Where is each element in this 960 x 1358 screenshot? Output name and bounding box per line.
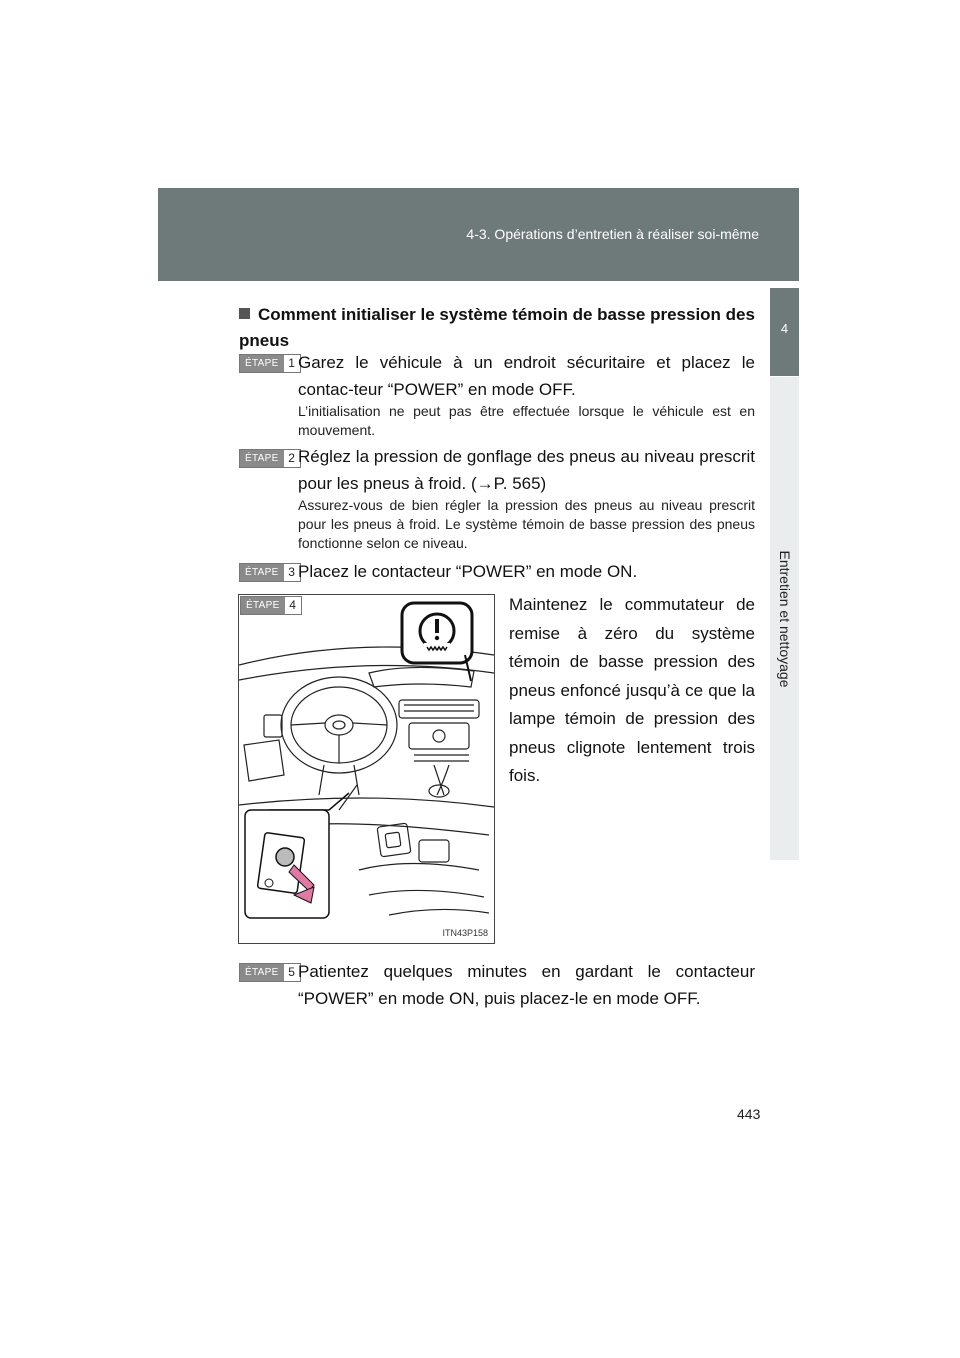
step-badge-5 xyxy=(239,963,301,982)
step-1-note: L’initialisation ne peut pas être effectuée lorsque le véhicule est en mouvement. xyxy=(298,403,755,438)
step-label: ÉTAPE xyxy=(240,450,284,467)
step-number: 2 xyxy=(284,450,300,467)
step-number: 4 xyxy=(285,597,301,614)
step-number: 1 xyxy=(284,355,300,372)
step-5-text: Patientez quelques minutes en gardant le contacteur “POWER” en mode ON, puis placez-le en mode OFF. xyxy=(298,962,755,1008)
dashboard-illustration xyxy=(238,594,495,944)
section-title: 4-3. Opérations d’entretien à réaliser soi-même xyxy=(466,226,759,242)
step-number: 5 xyxy=(284,964,300,981)
page-number: 443 xyxy=(737,1106,761,1122)
step-badge-3 xyxy=(239,563,301,582)
step-4-text: Maintenez le commutateur de remise à zéro du système témoin de basse pression des pneus enfoncé jusqu’à ce que la lampe témoin de pression des pneus clignote lentement trois fois. xyxy=(509,595,755,785)
step-1-text: Garez le véhicule à un endroit sécuritaire et placez le contac-teur “POWER” en mode OFF. xyxy=(298,353,755,399)
step-badge-4 xyxy=(240,596,302,615)
dashboard-drawing xyxy=(239,595,494,943)
step-number: 3 xyxy=(284,564,300,581)
procedure-heading xyxy=(239,302,759,354)
reset-switch-inset xyxy=(245,793,349,918)
step-label: ÉTAPE xyxy=(241,597,285,614)
step-badge-1 xyxy=(239,354,301,373)
step-label: ÉTAPE xyxy=(240,355,284,372)
step-label: ÉTAPE xyxy=(240,964,284,981)
step-badge-2 xyxy=(239,449,301,468)
chapter-number: 4 xyxy=(780,321,789,336)
figure-code: ITN43P158 xyxy=(442,928,488,938)
step-3-text: Placez le contacteur “POWER” en mode ON. xyxy=(298,562,638,581)
chapter-label: Entretien et nettoyage xyxy=(776,550,793,687)
chapter-side-tab xyxy=(770,377,799,860)
chapter-tab xyxy=(770,288,799,376)
square-bullet-icon xyxy=(239,308,250,319)
step-label: ÉTAPE xyxy=(240,564,284,581)
step-2-text: Réglez la pression de gonflage des pneus au niveau prescrit pour les pneus à froid. (→P. 565) xyxy=(298,447,755,493)
procedure-heading-text: Comment initialiser le système témoin de basse pression des pneus xyxy=(239,305,755,350)
section-header xyxy=(158,188,799,281)
step-2-note: Assurez-vous de bien régler la pression des pneus au niveau prescrit pour les pneus à froid. Le système témoin de basse pression des pneus fonctionne selon ce niveau. xyxy=(298,497,755,551)
